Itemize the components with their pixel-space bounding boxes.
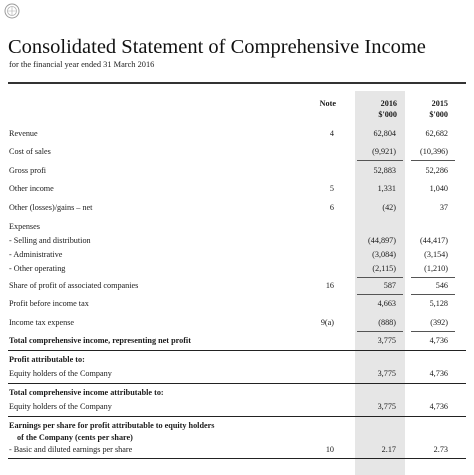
subtotal-rule	[411, 294, 455, 295]
table-row: Other income 5 1,331 1,040	[9, 184, 448, 193]
table-row: Other (losses)/gains – net 6 (42) 37	[9, 203, 448, 212]
page-title: Consolidated Statement of Comprehensive Income	[8, 36, 426, 58]
title-divider	[8, 82, 466, 84]
subtotal-rule	[357, 294, 403, 295]
column-header-2015: 2015 $'000	[429, 99, 448, 119]
table-row: - Selling and distribution (44,897) (44,417)	[9, 236, 448, 245]
table-row: Income tax expense 9(a) (888) (392)	[9, 318, 448, 327]
table-row: Gross profi 52,883 52,286	[9, 166, 448, 175]
table-row: Equity holders of the Company 3,775 4,736	[9, 402, 448, 411]
table-row: Cost of sales (9,921) (10,396)	[9, 147, 448, 156]
subtotal-rule	[411, 277, 455, 278]
section-heading: Profit attributable to:	[9, 355, 85, 364]
table-row: - Administrative (3,084) (3,154)	[9, 250, 448, 259]
subtotal-rule	[411, 331, 455, 332]
subtotal-rule	[411, 160, 455, 161]
table-row: Profit before income tax 4,663 5,128	[9, 299, 448, 308]
page-subtitle: for the financial year ended 31 March 2016	[9, 60, 155, 69]
subtotal-rule	[357, 277, 403, 278]
section-heading: Earnings per share for profit attributable to equity holders	[9, 421, 215, 430]
section-heading: of the Company (cents per share)	[17, 433, 133, 442]
table-row: - Other operating (2,115) (1,210)	[9, 264, 448, 273]
section-heading: Total comprehensive income attributable to:	[9, 388, 164, 397]
column-header-2016: 2016 $'000	[378, 99, 397, 119]
table-row-total: Total comprehensive income, representing net profit 3,775 4,736	[9, 336, 448, 345]
section-divider	[8, 350, 466, 351]
section-divider	[8, 458, 466, 459]
table-row: - Basic and diluted earnings per share 10 2.17 2.73	[9, 445, 448, 454]
section-divider	[8, 416, 466, 417]
table-row: Expenses	[9, 222, 40, 231]
section-divider	[8, 383, 466, 384]
column-header-note: Note	[319, 99, 336, 108]
table-row: Share of profit of associated companies 16 587 546	[9, 281, 448, 290]
subtotal-rule	[357, 331, 403, 332]
table-row: Revenue 4 62,804 62,682	[9, 129, 448, 138]
table-row: Equity holders of the Company 3,775 4,736	[9, 369, 448, 378]
subtotal-rule	[357, 160, 403, 161]
company-logo-icon	[4, 3, 20, 19]
